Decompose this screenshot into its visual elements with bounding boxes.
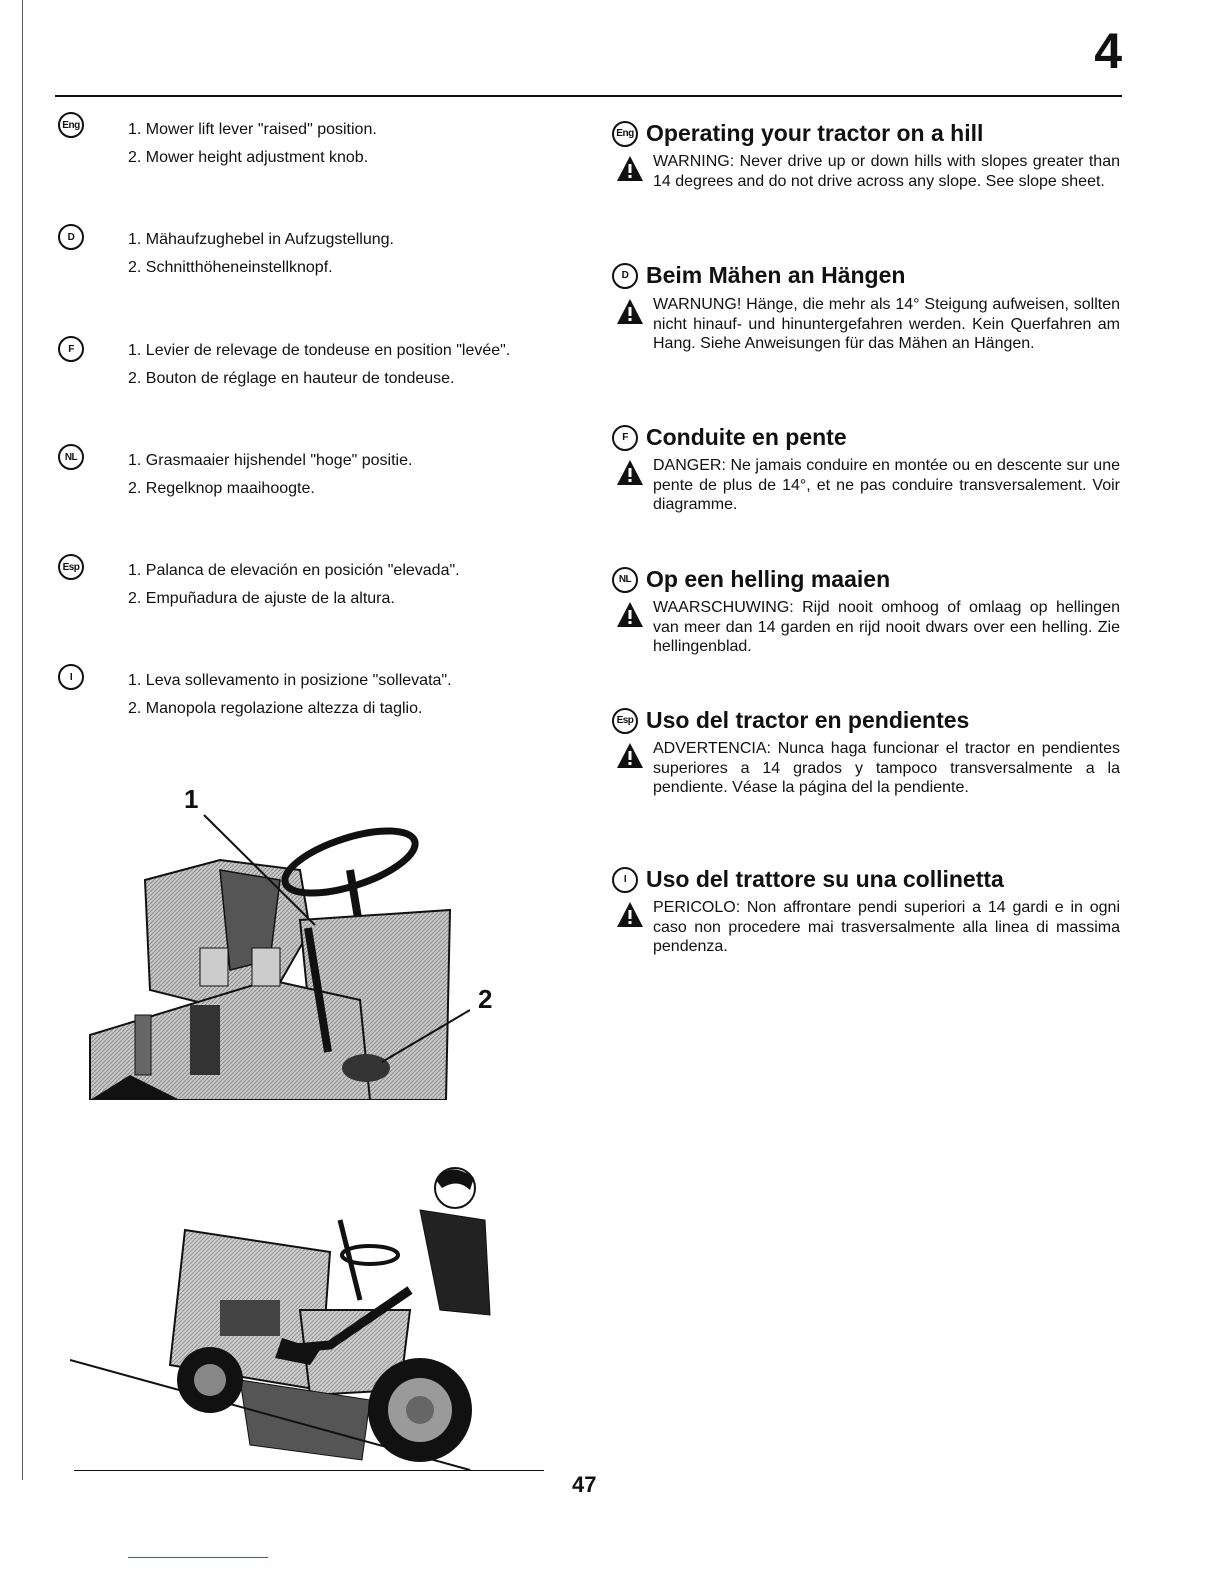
lang-badge-i: I xyxy=(58,664,84,690)
warning-triangle-icon xyxy=(615,458,645,488)
section-heading-i xyxy=(612,866,1004,893)
warning-block-nl xyxy=(615,598,1120,657)
warning-text: ADVERTENCIA: Nunca haga funcionar el tractor en pendientes superiores a 14 grados y tampoco transversalmente a la pendiente. Véase la página del la pendiente. xyxy=(653,740,1120,796)
page-margin-line xyxy=(22,0,23,1480)
lang-badge-esp: Esp xyxy=(612,708,638,734)
warning-block-esp xyxy=(615,739,1120,798)
lang-badge-nl: NL xyxy=(58,444,84,470)
warning-text: WAARSCHUWING: Rijd nooit omhoog of omlaag op hellingen van meer dan 14 garden en rijd nooit dwars over een helling. Zie hellingenblad. xyxy=(653,599,1120,655)
list-item: 2. Manopola regolazione altezza di taglio. xyxy=(128,700,423,717)
list-item: 2. Mower height adjustment knob. xyxy=(128,149,369,166)
section-number: 4 xyxy=(1094,23,1122,79)
warning-text: DANGER: Ne jamais conduire en montée ou en descente sur une pente de plus de 14°, et ne pas conduire transversalement. Voir diagramme. xyxy=(653,457,1120,513)
lang-badge-nl: NL xyxy=(612,567,638,593)
warning-block-d xyxy=(615,295,1120,354)
section-title: Uso del tractor en pendientes xyxy=(646,707,970,733)
list-item: 1. Grasmaaier hijshendel "hoge" positie. xyxy=(128,452,413,469)
section-heading-d xyxy=(612,262,905,289)
caption-list-eng xyxy=(128,116,377,172)
lang-badge-d: D xyxy=(58,224,84,250)
list-item: 1. Palanca de elevación en posición "elevada". xyxy=(128,562,460,579)
warning-text: WARNUNG! Hänge, die mehr als 14° Steigung aufweisen, sollten nicht hinauf- und hinuntergefahren werden. Kein Querfahren am Hang. Siehe Anweisungen für das Mähen an Hängen. xyxy=(653,296,1120,352)
warning-triangle-icon xyxy=(615,741,645,771)
warning-triangle-icon xyxy=(615,297,645,327)
warning-text: WARNING: Never drive up or down hills with slopes greater than 14 degrees and do not drive across any slope. See slope sheet. xyxy=(653,153,1120,190)
figure-callout-1: 1 xyxy=(184,784,199,814)
page-number: 47 xyxy=(572,1472,597,1497)
list-item: 2. Regelknop maaihoogte. xyxy=(128,480,315,497)
warning-block-i xyxy=(615,898,1120,957)
section-heading-nl xyxy=(612,566,890,593)
caption-list-f xyxy=(128,337,510,393)
footer-underline xyxy=(128,1557,268,1558)
warning-triangle-icon xyxy=(615,154,645,184)
warning-triangle-icon xyxy=(615,900,645,930)
tractor-on-slope-illustration xyxy=(70,1160,500,1470)
header-rule xyxy=(55,95,1122,97)
figure-callout-2: 2 xyxy=(478,984,493,1014)
list-item: 2. Bouton de réglage en hauteur de tondeuse. xyxy=(128,370,455,387)
warning-triangle-icon xyxy=(615,600,645,630)
warning-text: PERICOLO: Non affrontare pendi superiori a 14 gardi e in ogni caso non procedere mai trasversalmente alla linea di massima pendenza. xyxy=(653,899,1120,955)
lang-badge-esp: Esp xyxy=(58,554,84,580)
warning-block-f xyxy=(615,456,1120,515)
caption-list-esp xyxy=(128,557,460,613)
section-title: Op een helling maaien xyxy=(646,566,891,592)
list-item: 1. Levier de relevage de tondeuse en position "levée". xyxy=(128,342,511,359)
section-title: Operating your tractor on a hill xyxy=(646,120,984,146)
section-title: Beim Mähen an Hängen xyxy=(646,262,906,288)
lang-badge-f: F xyxy=(58,336,84,362)
section-title: Conduite en pente xyxy=(646,424,847,450)
list-item: 1. Mähaufzughebel in Aufzugstellung. xyxy=(128,231,394,248)
caption-list-i xyxy=(128,667,452,723)
section-heading-eng xyxy=(612,120,983,147)
section-heading-f xyxy=(612,424,847,451)
footer-rule xyxy=(74,1470,544,1471)
lang-badge-eng: Eng xyxy=(58,112,84,138)
list-item: 2. Schnitthöheneinstellknopf. xyxy=(128,259,333,276)
caption-list-d xyxy=(128,226,394,282)
section-title: Uso del trattore su una collinetta xyxy=(646,866,1004,892)
lang-badge-i: I xyxy=(612,867,638,893)
section-heading-esp xyxy=(612,707,969,734)
list-item: 1. Leva sollevamento in posizione "sollevata". xyxy=(128,672,452,689)
list-item: 1. Mower lift lever "raised" position. xyxy=(128,121,377,138)
list-item: 2. Empuñadura de ajuste de la altura. xyxy=(128,590,395,607)
lang-badge-f: F xyxy=(612,425,638,451)
tractor-controls-illustration xyxy=(70,800,470,1100)
lang-badge-eng: Eng xyxy=(612,121,638,147)
warning-block-eng xyxy=(615,152,1120,191)
lang-badge-d: D xyxy=(612,263,638,289)
caption-list-nl xyxy=(128,447,412,503)
